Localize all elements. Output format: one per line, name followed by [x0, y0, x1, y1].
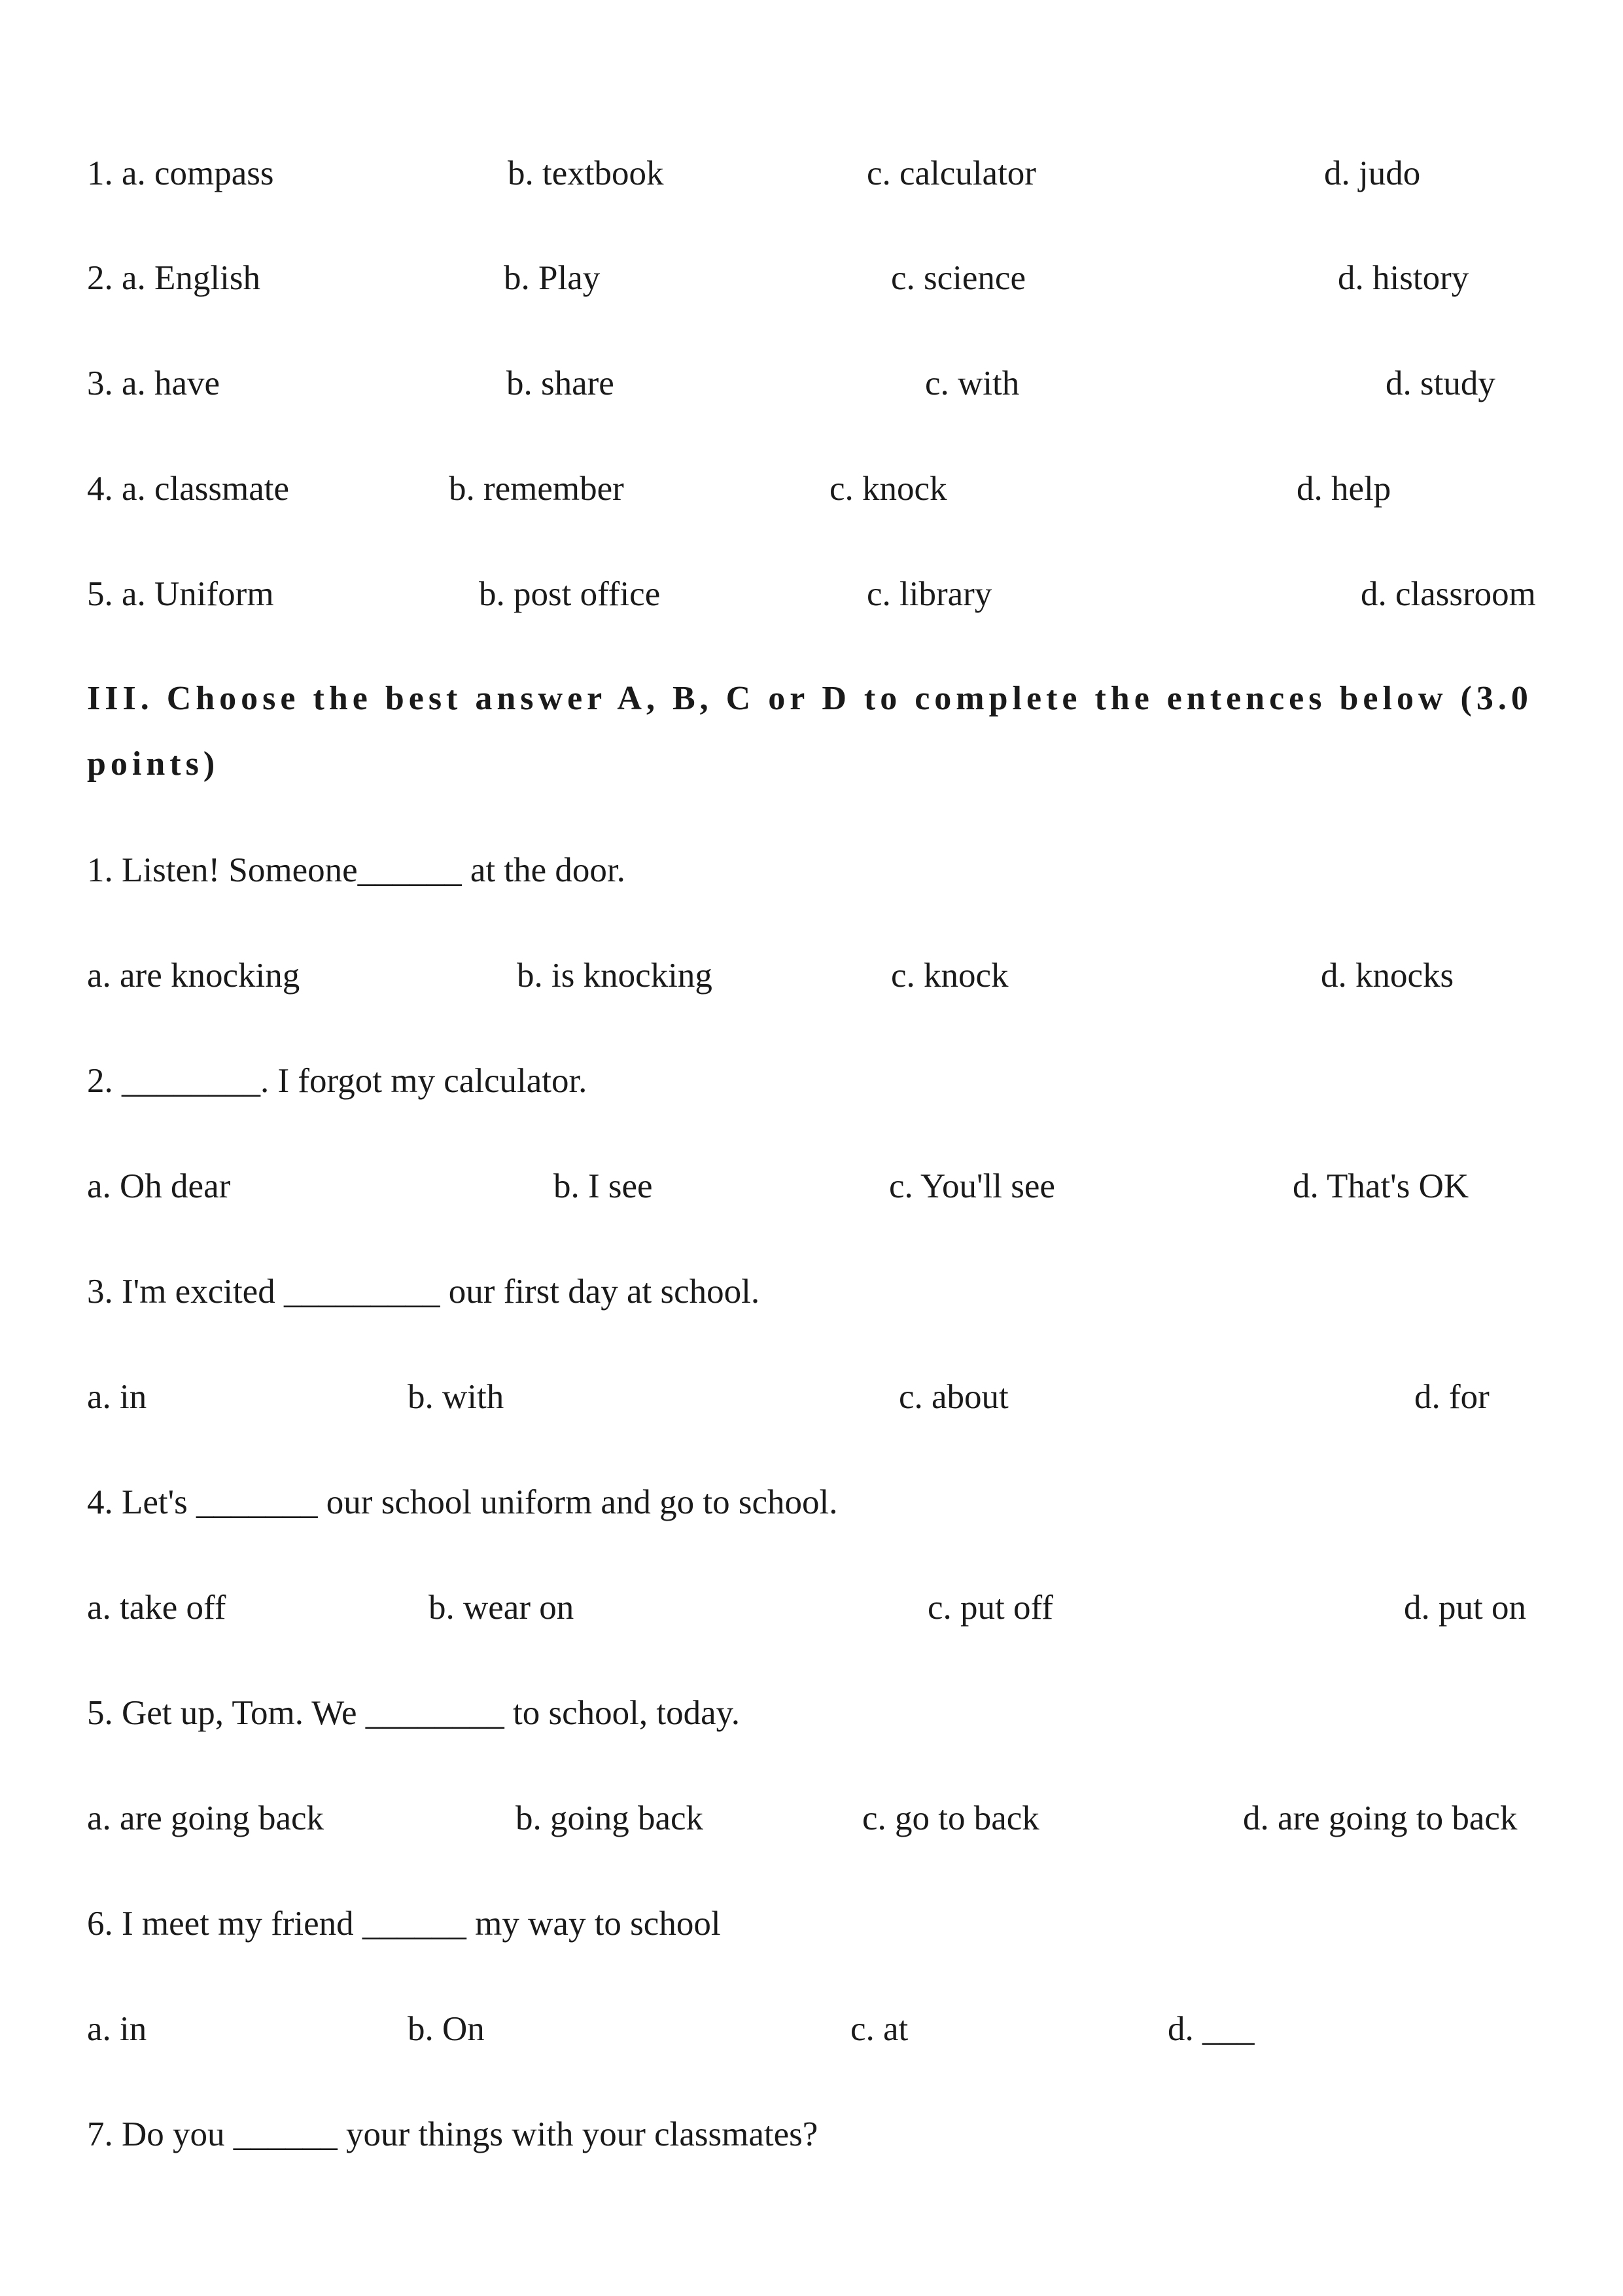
question-3: 3. I'm excited _________ our first day at school.: [87, 1273, 760, 1311]
option-d: d. judo: [1324, 154, 1421, 192]
option-b: b. I see: [553, 1167, 653, 1205]
option-d: d. study: [1386, 364, 1495, 402]
option-d: d. are going to back: [1243, 1799, 1518, 1837]
option-a: 1. a. compass: [87, 154, 274, 192]
option-d: d. classroom: [1361, 575, 1536, 613]
question-6: 6. I meet my friend ______ my way to school: [87, 1905, 721, 1943]
option-b: b. remember: [449, 470, 624, 508]
option-c: c. go to back: [862, 1799, 1039, 1837]
option-c: c. about: [899, 1378, 1009, 1416]
option-b: b. textbook: [508, 154, 664, 192]
option-a: a. are knocking: [87, 957, 300, 995]
question-4: 4. Let's _______ our school uniform and go to school.: [87, 1483, 838, 1521]
option-c: c. library: [867, 575, 992, 613]
option-b: b. going back: [515, 1799, 704, 1837]
option-b: b. Play: [504, 259, 601, 297]
option-c: c. knock: [891, 957, 1009, 995]
option-b: b. On: [408, 2010, 485, 2048]
option-a: a. in: [87, 2010, 147, 2048]
option-c: c. with: [925, 364, 1020, 402]
option-b: b. with: [408, 1378, 504, 1416]
option-a: 2. a. English: [87, 259, 260, 297]
option-b: b. post office: [479, 575, 661, 613]
option-a: a. Oh dear: [87, 1167, 231, 1205]
option-c: c. put off: [928, 1589, 1053, 1627]
question-2: 2. ________. I forgot my calculator.: [87, 1062, 587, 1100]
option-b: b. share: [506, 364, 614, 402]
question-7: 7. Do you ______ your things with your classmates?: [87, 2115, 818, 2153]
option-d: d. That's OK: [1293, 1167, 1469, 1205]
option-c: c. knock: [829, 470, 947, 508]
question-1: 1. Listen! Someone______ at the door.: [87, 851, 625, 889]
option-a: a. are going back: [87, 1799, 324, 1837]
option-c: c. You'll see: [889, 1167, 1055, 1205]
option-b: b. is knocking: [517, 957, 712, 995]
option-b: b. wear on: [428, 1589, 574, 1627]
option-a: 4. a. classmate: [87, 470, 290, 508]
option-a: a. take off: [87, 1589, 226, 1627]
option-d: d. ___: [1168, 2010, 1255, 2048]
option-d: d. history: [1338, 259, 1469, 297]
option-a: 5. a. Uniform: [87, 575, 274, 613]
option-d: d. for: [1414, 1378, 1490, 1416]
option-c: c. calculator: [867, 154, 1036, 192]
option-c: c. science: [891, 259, 1026, 297]
question-5: 5. Get up, Tom. We ________ to school, today.: [87, 1694, 740, 1732]
option-d: d. put on: [1404, 1589, 1526, 1627]
section3-heading: III. Choose the best answer A, B, C or D to complete the entences below (3.0: [87, 680, 1533, 717]
option-a: 3. a. have: [87, 364, 220, 402]
option-d: d. help: [1297, 470, 1391, 508]
option-a: a. in: [87, 1378, 147, 1416]
option-c: c. at: [850, 2010, 909, 2048]
option-d: d. knocks: [1321, 957, 1454, 995]
section3-heading-cont: points): [87, 745, 220, 783]
